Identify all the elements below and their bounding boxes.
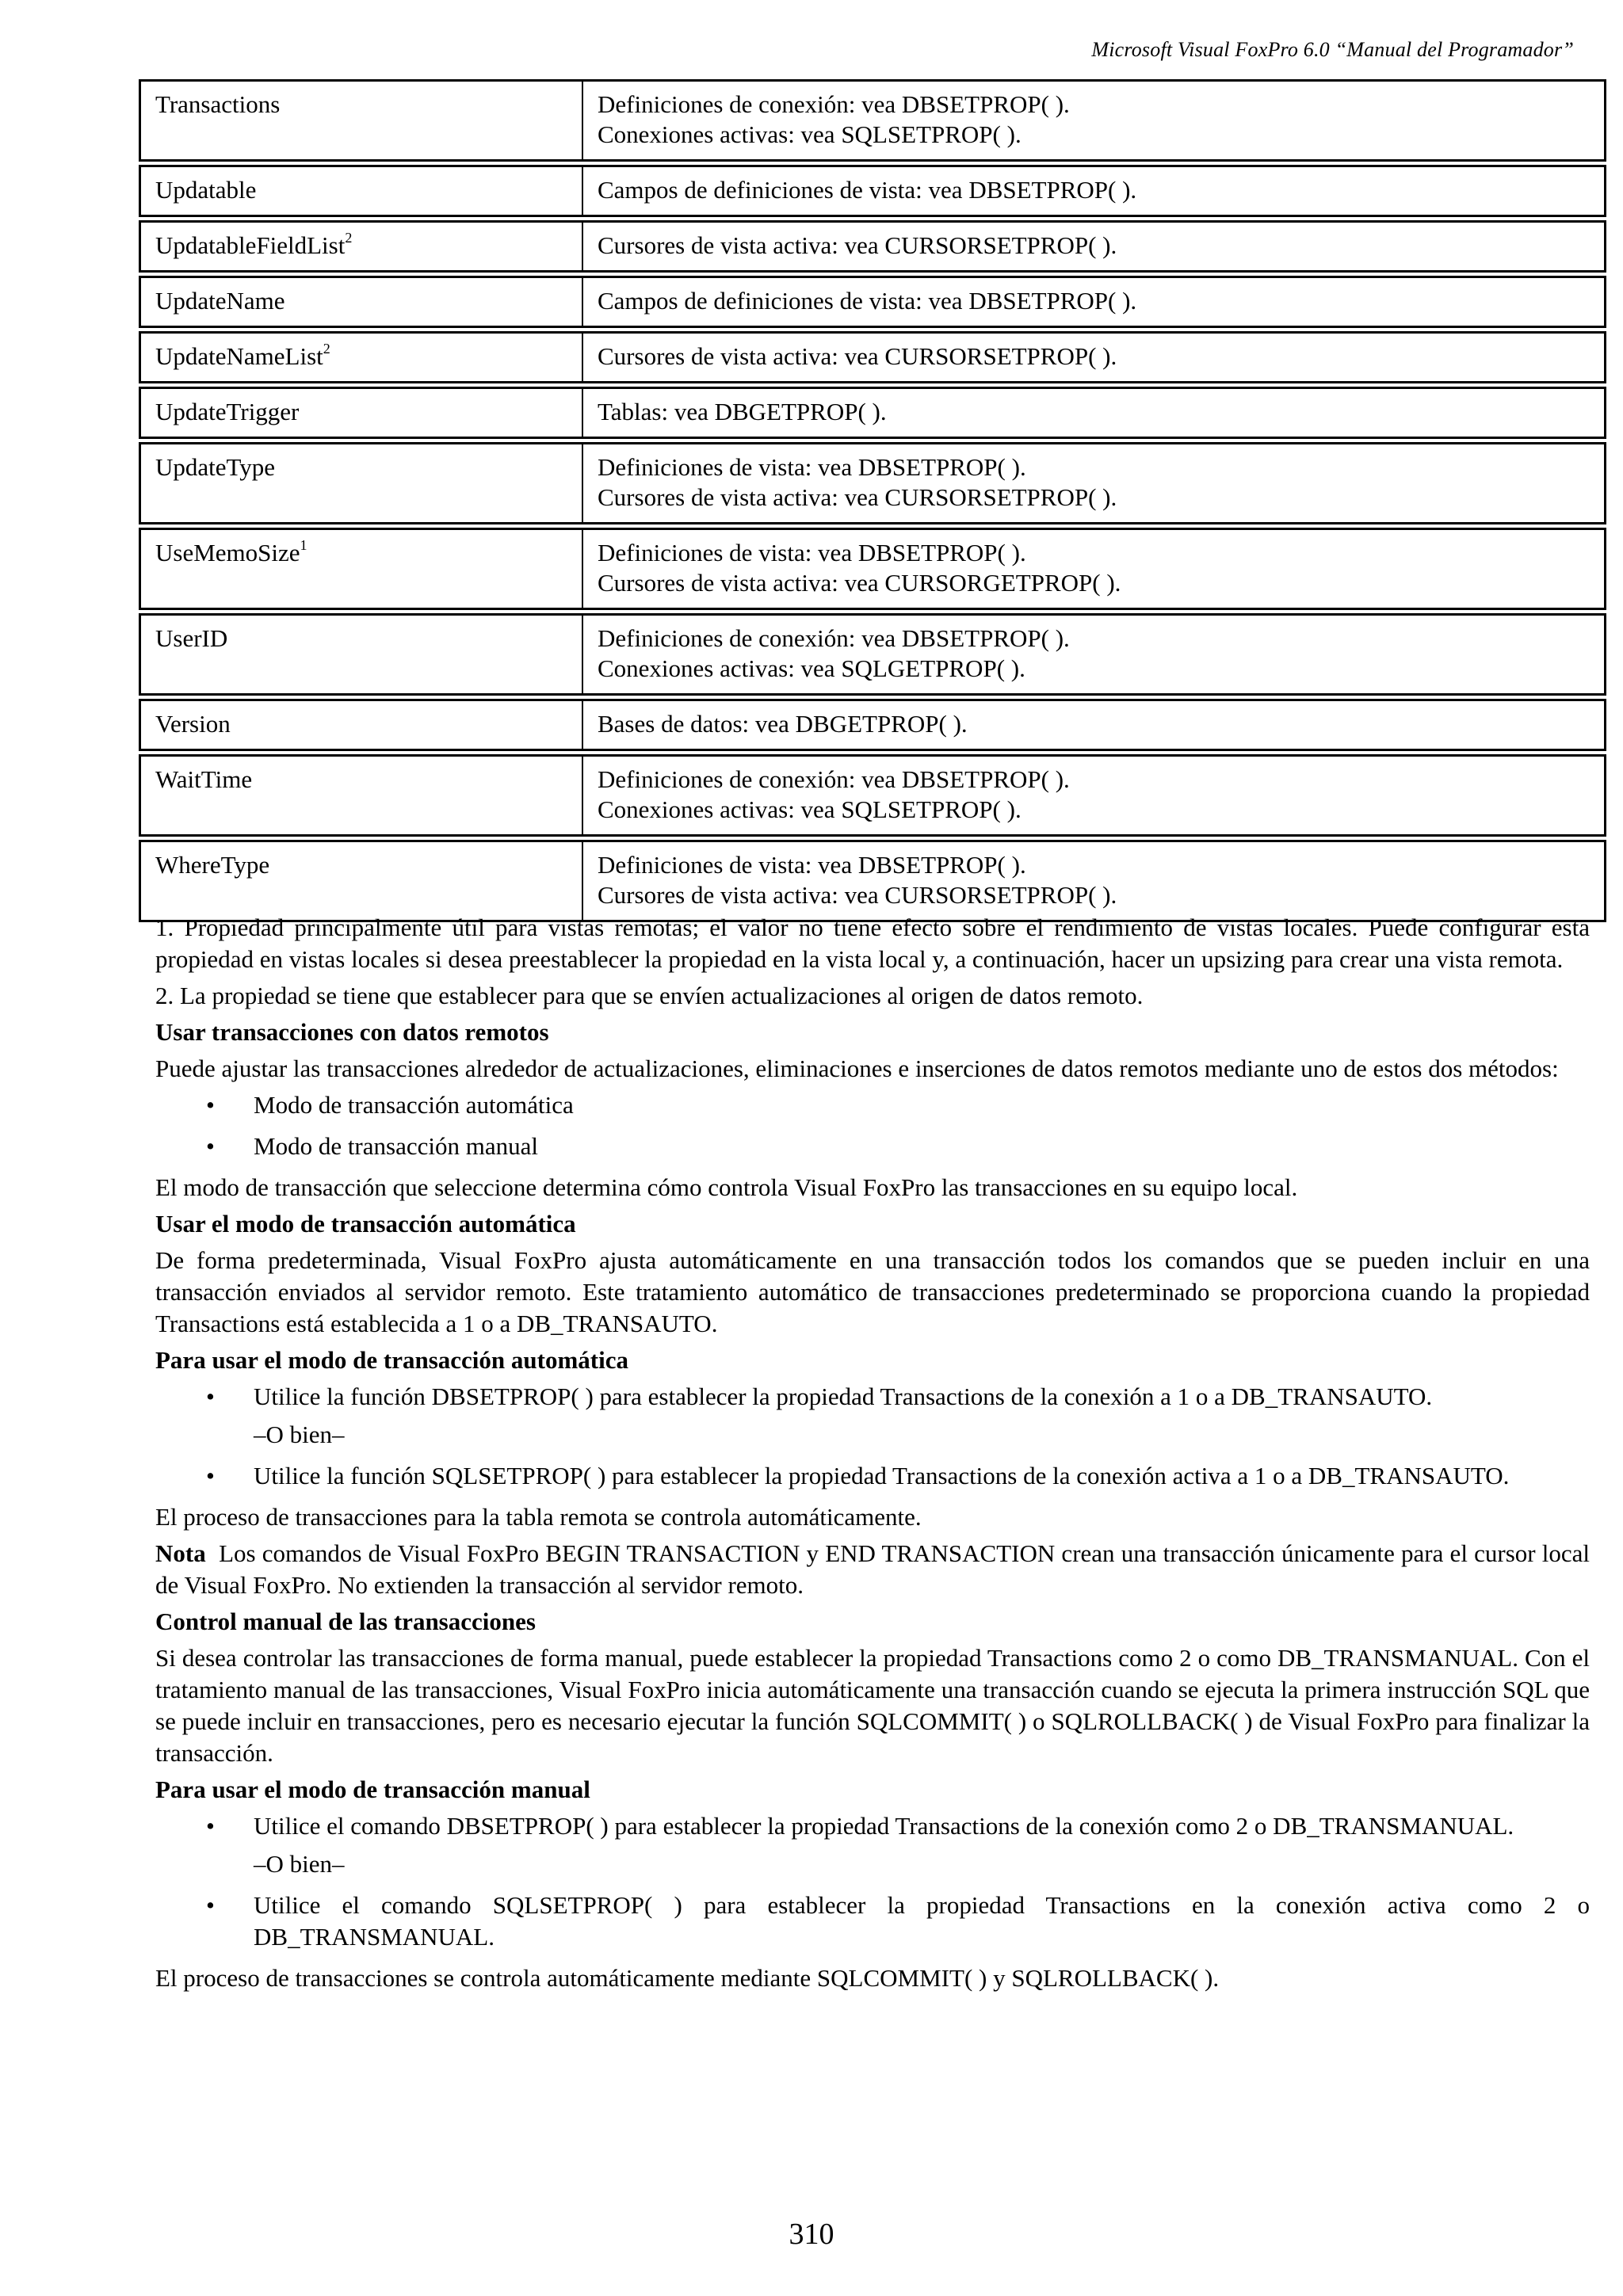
- applies-to-line: Cursores de vista activa: vea CURSORSETPROP( ).: [598, 881, 1117, 909]
- applies-to-cell: [583, 840, 1606, 922]
- page-number: 310: [789, 2218, 834, 2251]
- note-paragraph: [155, 1538, 1590, 1601]
- bullet-icon: •: [206, 1132, 215, 1160]
- applies-to-line: Campos de definiciones de vista: vea DBSETPROP( ).: [598, 176, 1137, 204]
- auto-steps-list: [155, 1381, 1590, 1492]
- property-name: UpdatableFieldList: [155, 231, 346, 259]
- property-name-cell: [139, 442, 583, 524]
- applies-to-line: Definiciones de vista: vea DBSETPROP( ).: [598, 851, 1026, 879]
- property-name-cell: [139, 165, 583, 217]
- list-item-text: Utilice el comando SQLSETPROP( ) para establecer la propiedad Transactions en la conexión activa como 2 o DB_TRANSMANUAL.: [254, 1891, 1590, 1951]
- property-name: UpdateNameList: [155, 342, 323, 370]
- applies-to-cell: [583, 165, 1606, 217]
- table-row: [139, 387, 1606, 439]
- property-name: UpdateType: [155, 453, 276, 481]
- manual-steps-list: [155, 1810, 1590, 1953]
- list-item: [155, 1460, 1590, 1492]
- list-item-text: Utilice la función DBSETPROP( ) para establecer la propiedad Transactions de la conexión a 1 o a DB_TRANSAUTO.: [254, 1383, 1433, 1410]
- bullet-icon: •: [206, 1462, 215, 1489]
- bullet-icon: •: [206, 1383, 215, 1410]
- property-name: WaitTime: [155, 765, 253, 793]
- heading-remote-transactions: Usar transacciones con datos remotos: [155, 1018, 549, 1046]
- list-item: [155, 1890, 1590, 1953]
- applies-to-cell: [583, 528, 1606, 610]
- applies-to-cell: [583, 699, 1606, 751]
- footnote-marker: 1: [300, 537, 307, 553]
- table-row: [139, 699, 1606, 751]
- property-name: UseMemoSize: [155, 539, 300, 566]
- applies-to-cell: [583, 387, 1606, 439]
- applies-to-cell: [583, 220, 1606, 273]
- table-row: [139, 613, 1606, 696]
- footnote-2: 2. La propiedad se tiene que establecer para que se envíen actualizaciones al origen de datos remoto.: [155, 982, 1144, 1009]
- list-item-text: Utilice la función SQLSETPROP( ) para establecer la propiedad Transactions de la conexión activa a 1 o a DB_TRANSAUTO.: [254, 1462, 1510, 1489]
- heading-auto-mode: Usar el modo de transacción automática: [155, 1210, 576, 1238]
- list-item: [155, 1381, 1590, 1413]
- heading-auto-howto: Para usar el modo de transacción automática: [155, 1346, 628, 1374]
- list-item-text: Modo de transacción manual: [254, 1132, 538, 1160]
- list-item: [155, 1810, 1590, 1842]
- applies-to-line: Conexiones activas: vea SQLSETPROP( ).: [598, 120, 1022, 148]
- footnote-marker: 2: [323, 341, 330, 357]
- property-name-cell: [139, 754, 583, 837]
- table-row: [139, 331, 1606, 383]
- list-item-text: Utilice el comando DBSETPROP( ) para establecer la propiedad Transactions de la conexión como 2 o DB_TRANSMANUAL.: [254, 1812, 1514, 1840]
- note-label: Nota: [155, 1539, 206, 1567]
- paragraph-auto-mode: De forma predeterminada, Visual FoxPro ajusta automáticamente en una transacción todos los comandos que se pueden incluir en una transacción enviados al servidor remoto. Este tratamiento automático de transacciones predeterminado se proporciona cuando la propiedad Transactions está establecida a 1 o a DB_TRANSAUTO.: [155, 1246, 1590, 1337]
- applies-to-cell: [583, 754, 1606, 837]
- properties-table: [139, 76, 1606, 925]
- footnote-marker: 2: [345, 230, 353, 246]
- applies-to-line: Campos de definiciones de vista: vea DBSETPROP( ).: [598, 287, 1137, 315]
- bullet-icon: •: [206, 1091, 215, 1119]
- property-name: UpdateTrigger: [155, 398, 300, 425]
- bullet-icon: •: [206, 1812, 215, 1840]
- bullet-icon: •: [206, 1891, 215, 1919]
- table-row: [139, 442, 1606, 524]
- applies-to-cell: [583, 613, 1606, 696]
- property-name: UserID: [155, 624, 228, 652]
- paragraph-auto-outro: El proceso de transacciones para la tabla remota se controla automáticamente.: [155, 1503, 922, 1531]
- property-name-cell: [139, 699, 583, 751]
- applies-to-line: Cursores de vista activa: vea CURSORSETPROP( ).: [598, 231, 1117, 259]
- table-row: [139, 79, 1606, 162]
- applies-to-line: Cursores de vista activa: vea CURSORSETPROP( ).: [598, 342, 1117, 370]
- property-name-cell: [139, 840, 583, 922]
- table-row: [139, 165, 1606, 217]
- or-separator: –O bien–: [254, 1850, 345, 1878]
- or-separator: –O bien–: [254, 1421, 345, 1448]
- table-row: [139, 840, 1606, 922]
- property-name-cell: [139, 79, 583, 162]
- applies-to-line: Definiciones de vista: vea DBSETPROP( ).: [598, 539, 1026, 566]
- applies-to-cell: [583, 331, 1606, 383]
- property-name-cell: [139, 528, 583, 610]
- applies-to-line: Conexiones activas: vea SQLGETPROP( ).: [598, 654, 1025, 682]
- property-name-cell: [139, 387, 583, 439]
- applies-to-cell: [583, 442, 1606, 524]
- property-name-cell: [139, 331, 583, 383]
- paragraph-manual-outro: El proceso de transacciones se controla automáticamente mediante SQLCOMMIT( ) y SQLROLLBACK( ).: [155, 1964, 1220, 1992]
- table-row: [139, 276, 1606, 328]
- transaction-modes-list: [155, 1089, 1590, 1162]
- heading-manual-howto: Para usar el modo de transacción manual: [155, 1775, 590, 1803]
- applies-to-line: Tablas: vea DBGETPROP( ).: [598, 398, 887, 425]
- list-item-text: Modo de transacción automática: [254, 1091, 574, 1119]
- table-row: [139, 220, 1606, 273]
- running-header: Microsoft Visual FoxPro 6.0 “Manual del Programador”: [1091, 38, 1574, 61]
- applies-to-line: Definiciones de conexión: vea DBSETPROP( ).: [598, 765, 1070, 793]
- applies-to-line: Conexiones activas: vea SQLSETPROP( ).: [598, 795, 1022, 823]
- applies-to-line: Definiciones de vista: vea DBSETPROP( ).: [598, 453, 1026, 481]
- property-name: Transactions: [155, 90, 281, 118]
- main-content: [155, 912, 1590, 1999]
- paragraph-manual-control: Si desea controlar las transacciones de forma manual, puede establecer la propiedad Transactions como 2 o como DB_TRANSMANUAL. Con el tratamiento manual de las transacciones, Visual FoxPro inicia automáticamente una transacción cuando se ejecuta la primera instrucción SQL que se puede incluir en transacciones, pero es necesario ejecutar la función SQLCOMMIT( ) o SQLROLLBACK( ) de Visual FoxPro para finalizar la transacción.: [155, 1644, 1590, 1767]
- list-item: [155, 1089, 1590, 1121]
- footnote-1: 1. Propiedad principalmente útil para vistas remotas; el valor no tiene efecto sobre el rendimiento de vistas locales. Puede configurar esta propiedad en vistas locales si desea preestablecer la propiedad en la vista local y, a continuación, hacer un upsizing para crear una vista remota.: [155, 913, 1590, 973]
- applies-to-line: Cursores de vista activa: vea CURSORGETPROP( ).: [598, 569, 1121, 597]
- applies-to-line: Bases de datos: vea DBGETPROP( ).: [598, 710, 968, 738]
- paragraph-transactions-outro: El modo de transacción que seleccione determina cómo controla Visual FoxPro las transacciones en su equipo local.: [155, 1173, 1298, 1201]
- table-row: [139, 754, 1606, 837]
- applies-to-line: Definiciones de conexión: vea DBSETPROP( ).: [598, 90, 1070, 118]
- table-row: [139, 528, 1606, 610]
- paragraph-transactions-intro: Puede ajustar las transacciones alrededor de actualizaciones, eliminaciones e inserciones de datos remotos mediante uno de estos dos métodos:: [155, 1055, 1559, 1082]
- heading-manual-control: Control manual de las transacciones: [155, 1608, 536, 1635]
- properties-table-body: [139, 79, 1606, 922]
- property-name: Updatable: [155, 176, 257, 204]
- property-name: Version: [155, 710, 231, 738]
- applies-to-cell: [583, 79, 1606, 162]
- applies-to-line: Cursores de vista activa: vea CURSORSETPROP( ).: [598, 483, 1117, 511]
- applies-to-line: Definiciones de conexión: vea DBSETPROP( ).: [598, 624, 1070, 652]
- property-name-cell: [139, 220, 583, 273]
- list-item: [155, 1131, 1590, 1162]
- note-text: Los comandos de Visual FoxPro BEGIN TRANSACTION y END TRANSACTION crean una transacción únicamente para el cursor local de Visual FoxPro. No extienden la transacción al servidor remoto.: [155, 1539, 1591, 1599]
- applies-to-cell: [583, 276, 1606, 328]
- property-name-cell: [139, 613, 583, 696]
- property-name: UpdateName: [155, 287, 285, 315]
- property-name-cell: [139, 276, 583, 328]
- property-name: WhereType: [155, 851, 270, 879]
